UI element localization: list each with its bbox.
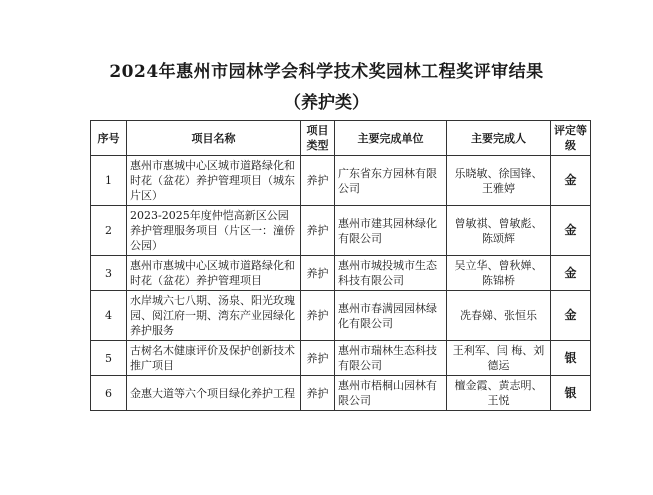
document-subtitle: （养护类）	[284, 93, 369, 113]
table-row	[91, 156, 591, 206]
cell-project-name: 古树名木健康评价及保护创新技术推广项目	[127, 341, 301, 376]
cell-main-people: 乐晓敏、徐国锋、王雅婷	[447, 156, 551, 206]
header-main-people: 主要完成人	[447, 121, 551, 156]
cell-project-type: 养护	[301, 291, 335, 341]
cell-no: 4	[91, 291, 127, 341]
document-title: 2024年惠州市园林学会科学技术奖园林工程奖评审结果	[109, 62, 544, 82]
table-header-row	[91, 121, 591, 156]
cell-grade: 银	[551, 376, 591, 411]
cell-grade: 金	[551, 256, 591, 291]
cell-project-type: 养护	[301, 256, 335, 291]
cell-grade: 金	[551, 156, 591, 206]
cell-project-name: 惠州市惠城中心区城市道路绿化和时花（盆花）养护管理项目（城东片区）	[127, 156, 301, 206]
cell-main-unit: 惠州市城投城市生态科技有限公司	[335, 256, 447, 291]
cell-main-unit: 惠州市梧桐山园林有限公司	[335, 376, 447, 411]
cell-project-name: 惠州市惠城中心区城市道路绿化和时花（盆花）养护管理项目	[127, 256, 301, 291]
cell-grade: 银	[551, 341, 591, 376]
cell-project-name: 金惠大道等六个项目绿化养护工程	[127, 376, 301, 411]
cell-grade: 金	[551, 206, 591, 256]
cell-main-unit: 惠州市瑞林生态科技有限公司	[335, 341, 447, 376]
cell-main-people: 曾敏祺、曾敏彪、陈颂辉	[447, 206, 551, 256]
cell-no: 6	[91, 376, 127, 411]
cell-main-people: 吴立华、曾秋婵、陈锦桥	[447, 256, 551, 291]
table-row	[91, 341, 591, 376]
cell-no: 3	[91, 256, 127, 291]
table-row	[91, 291, 591, 341]
cell-main-people: 王利军、闫 梅、刘德运	[447, 341, 551, 376]
cell-project-type: 养护	[301, 341, 335, 376]
cell-main-unit: 惠州市建其园林绿化有限公司	[335, 206, 447, 256]
cell-main-people: 檀金霞、黄志明、王悦	[447, 376, 551, 411]
header-no: 序号	[91, 121, 127, 156]
cell-main-people: 冼春娣、张恒乐	[447, 291, 551, 341]
cell-main-unit: 广东省东方园林有限公司	[335, 156, 447, 206]
header-project-name: 项目名称	[127, 121, 301, 156]
cell-project-name: 2023-2025年度仲恺高新区公园养护管理服务项目（片区一：潼侨公园）	[127, 206, 301, 256]
table-row	[91, 376, 591, 411]
cell-project-type: 养护	[301, 156, 335, 206]
cell-no: 5	[91, 341, 127, 376]
cell-project-name: 水岸城六七八期、汤泉、阳光玫瑰园、阅江府一期、湾东产业园绿化养护服务	[127, 291, 301, 341]
cell-no: 1	[91, 156, 127, 206]
results-table	[90, 120, 591, 411]
cell-main-unit: 惠州市春满园园林绿化有限公司	[335, 291, 447, 341]
header-project-type: 项目类型	[301, 121, 335, 156]
table-row	[91, 206, 591, 256]
cell-grade: 金	[551, 291, 591, 341]
header-grade: 评定等级	[551, 121, 591, 156]
table-row	[91, 256, 591, 291]
cell-no: 2	[91, 206, 127, 256]
header-main-unit: 主要完成单位	[335, 121, 447, 156]
cell-project-type: 养护	[301, 376, 335, 411]
cell-project-type: 养护	[301, 206, 335, 256]
